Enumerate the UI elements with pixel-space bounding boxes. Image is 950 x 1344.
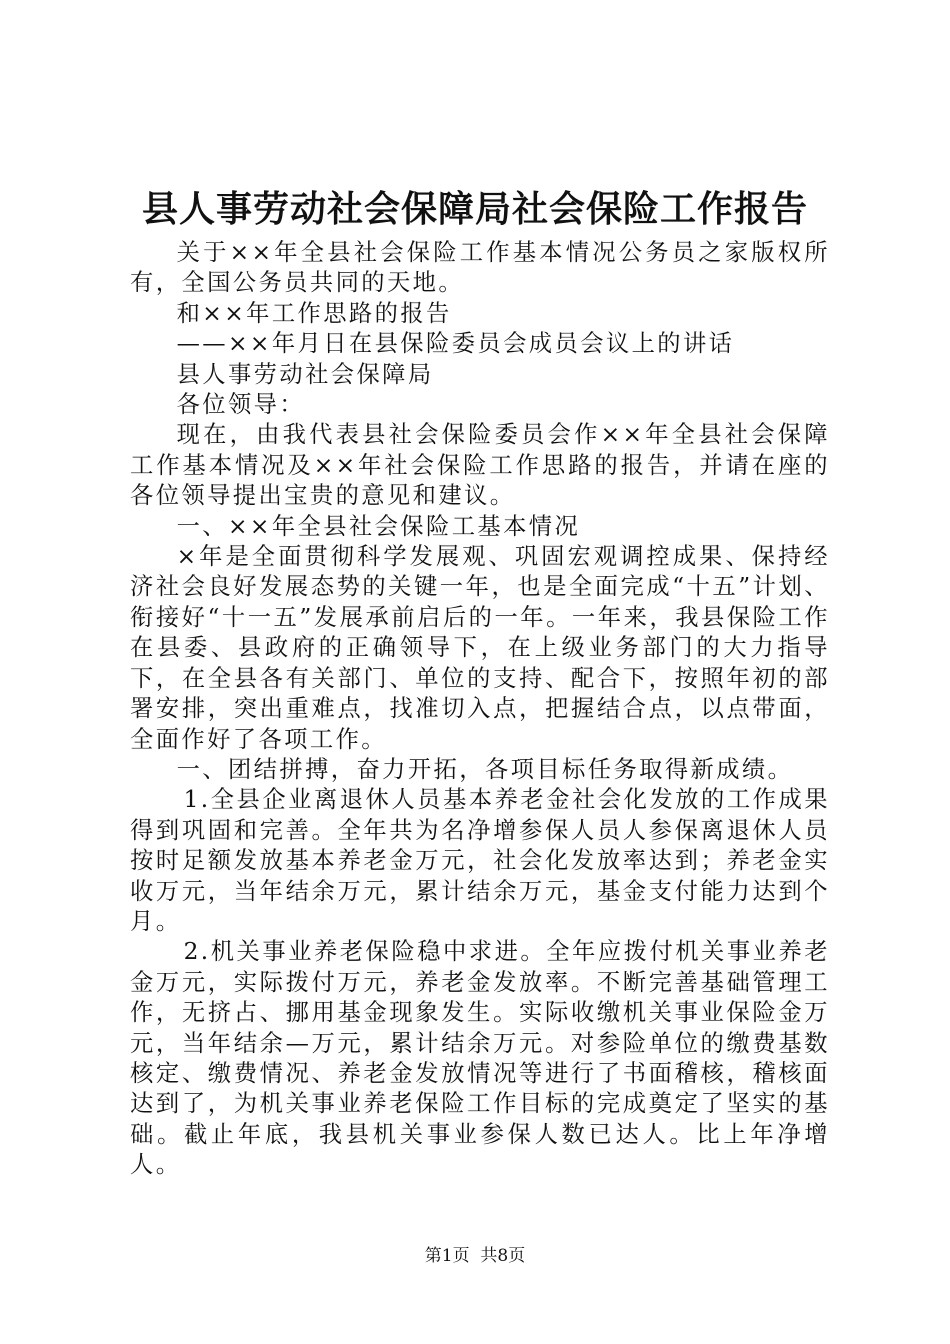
paragraph-intro: 关于××年全县社会保险工作基本情况公务员之家版权所有，全国公务员共同的天地。 bbox=[130, 239, 830, 297]
paragraph-opening: 现在，由我代表县社会保险委员会作××年全县社会保障工作基本情况及××年社会保险工作思路的报告，并请在座的各位领导提出宝贵的意见和建议。 bbox=[130, 421, 830, 510]
page-number: 第1页 共8页 bbox=[424, 1246, 526, 1266]
paragraph-overview: ×年是全面贯彻科学发展观、巩固宏观调控成果、保持经济社会良好发展态势的关键一年，也是全面完成“十五”计划、衔接好“十一五”发展承前启后的一年。一年来，我县保险工作在县委、县政府的正确领导下，在上级业务部门的大力指导下，在全县各有关部门、单位的支持、配合下，按照年初的部署安排，突出重难点，找准切入点，把握结合点，以点带面，全面作好了各项工作。 bbox=[130, 543, 830, 753]
paragraph-subtitle: 和××年工作思路的报告 bbox=[176, 299, 452, 327]
paragraph-speech-note: ——××年月日在县保险委员会成员会议上的讲话 bbox=[176, 330, 735, 358]
document-body bbox=[130, 238, 830, 1181]
page-footer bbox=[0, 1244, 950, 1268]
document-title: 县人事劳动社会保障局社会保险工作报告 bbox=[141, 188, 808, 230]
paragraph-item-1: 1.全县企业离退休人员基本养老金社会化发放的工作成果得到巩固和完善。全年共为名净增参保人员人参保离退休人员按时足额发放基本养老金万元，社会化发放率达到；养老金实收万元，当年结余万元，累计结余万元，基金支付能力达到个月。 bbox=[130, 786, 830, 935]
paragraph-salutation: 各位领导： bbox=[176, 391, 306, 419]
section-heading-basic-situation: 一、××年全县社会保险工基本情况 bbox=[176, 512, 581, 540]
paragraph-author: 县人事劳动社会保障局 bbox=[176, 360, 434, 388]
section-heading-achievements: 一、团结拼搏，奋力开拓，各项目标任务取得新成绩。 bbox=[176, 755, 794, 783]
paragraph-item-2: 2.机关事业养老保险稳中求进。全年应拨付机关事业养老金万元，实际拨付万元，养老金发放率。不断完善基础管理工作，无挤占、挪用基金现象发生。实际收缴机关事业保险金万元，当年结余—万元，累计结余万元。对参险单位的缴费基数核定、缴费情况、养老金发放情况等进行了书面稽核，稽核面达到了，为机关事业养老保险工作目标的完成奠定了坚实的基础。截止年底，我县机关事业参保人数已达人。比上年净增人。 bbox=[130, 938, 830, 1179]
